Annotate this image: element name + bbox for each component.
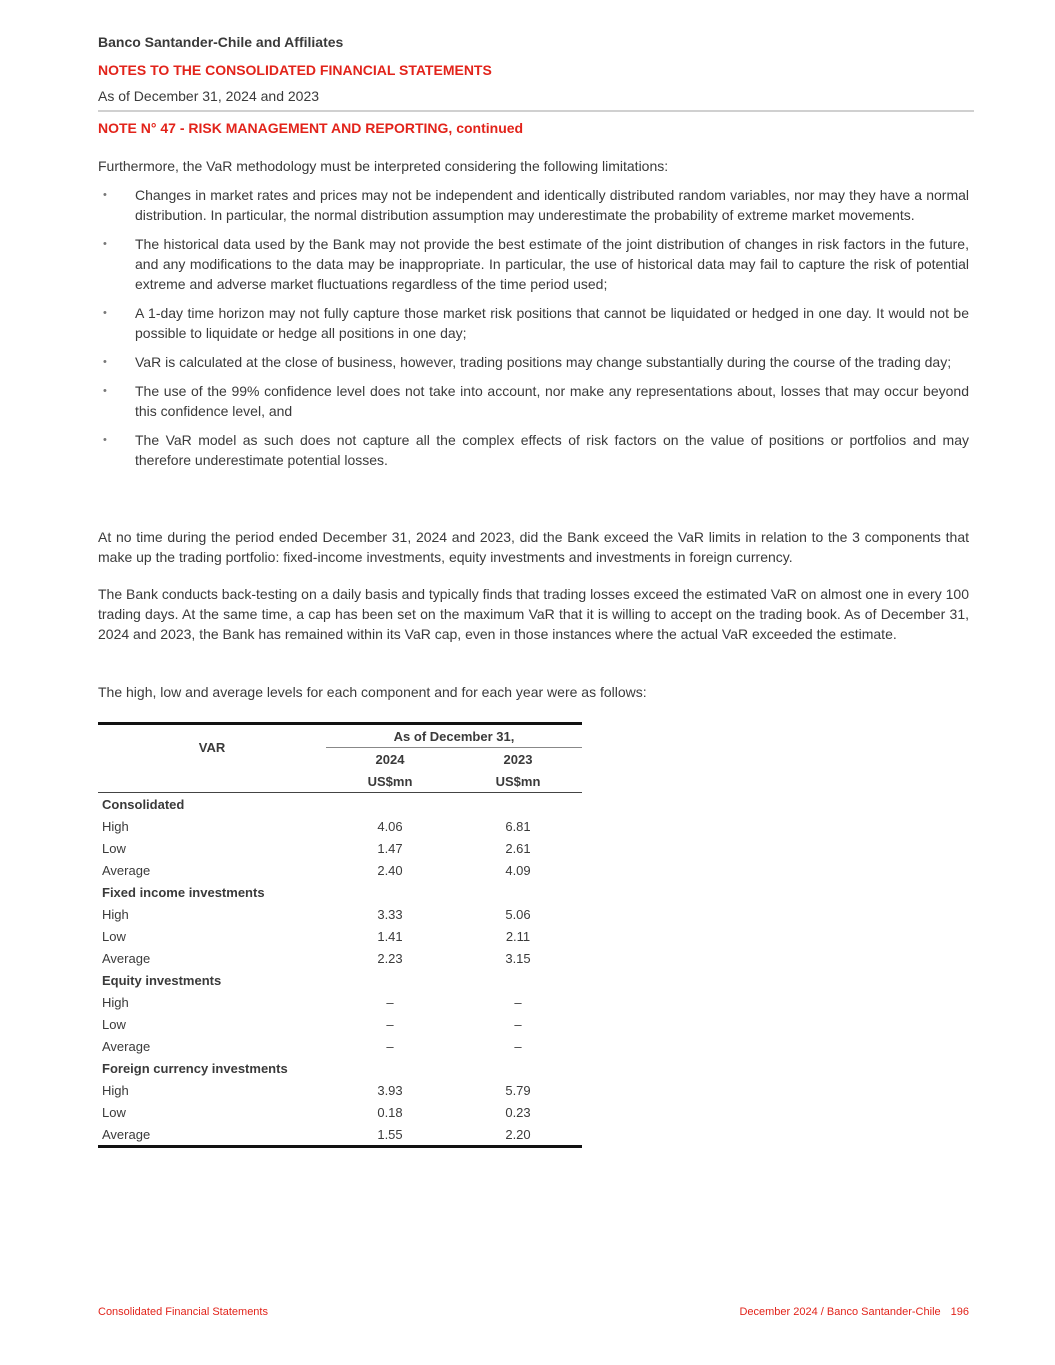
value-2024: –: [386, 1016, 394, 1032]
bullet-icon: •: [103, 307, 107, 319]
list-item: [98, 352, 969, 372]
row-label: Low: [102, 1104, 126, 1120]
value-2023: –: [514, 994, 522, 1010]
value-2024: 3.33: [377, 906, 403, 922]
list-item-text: The use of the 99% confidence level does not take into account, nor make any representations about, losses that may occur beyond this confidence level, and: [135, 383, 969, 419]
table-row: [98, 859, 582, 881]
value-2023: 2.11: [505, 928, 531, 944]
company-name: Banco Santander-Chile and Affiliates: [98, 34, 344, 50]
year-2023-header: 2023: [503, 751, 533, 767]
as-of-header: As of December 31,: [326, 725, 582, 748]
value-2023: 2.20: [454, 1123, 582, 1147]
unit-2024-header: US$mn: [326, 770, 454, 793]
row-label: Low: [102, 1016, 126, 1032]
value-2023: 3.15: [505, 950, 531, 966]
bullet-icon: •: [103, 356, 107, 368]
value-2023: 5.79: [505, 1082, 531, 1098]
list-item-text: Changes in market rates and prices may not be independent and identically distributed random variables, nor may they have a normal distribution. In particular, the normal distribution assumption may underestimate the probability of extreme market movements.: [135, 187, 969, 223]
list-item: [98, 303, 969, 343]
value-2024: 1.47: [377, 840, 403, 856]
table-section-row: [98, 793, 582, 816]
footer-right: [739, 1306, 969, 1318]
value-2023: –: [514, 1038, 522, 1054]
back-testing-paragraph: The Bank conducts back-testing on a daily basis and typically finds that trading losses exceed the estimated VaR on almost one in every 100 trading days. At the same time, a cap has been set on the maximum VaR that it is willing to accept on the trading book. As of December 31, 2024 and 2023, the Bank has remained within its VaR cap, even in those instances where the actual VaR exceeded the estimate.: [98, 586, 969, 642]
value-2023: 0.23: [505, 1104, 531, 1120]
value-2024: 0.18: [377, 1104, 403, 1120]
row-label: Average: [102, 950, 151, 966]
value-2023: 2.61: [505, 840, 531, 856]
row-label: Low: [102, 928, 126, 944]
value-2023: 6.81: [505, 818, 531, 834]
var-limits-paragraph: At no time during the period ended December 31, 2024 and 2023, did the Bank exceed the VaR limits in relation to the 3 components that make up the trading portfolio: fixed-income investments, equity investments and investments in foreign currency.: [98, 529, 969, 565]
page-number: 196: [950, 1306, 969, 1318]
notes-title: NOTES TO THE CONSOLIDATED FINANCIAL STATEMENTS: [98, 62, 492, 78]
bullet-icon: •: [103, 238, 107, 250]
table-row: [98, 1101, 582, 1123]
list-item-text: The historical data used by the Bank may not provide the best estimate of the joint distribution of changes in risk factors in the future, and any modifications to the data may be inappropriate. In particular, the use of historical data may fail to capture the risk of potential extreme and adverse market fluctuations regardless of the time period used;: [135, 236, 969, 292]
table-row: [98, 1123, 582, 1147]
list-item: [98, 381, 969, 421]
table-row: [98, 1079, 582, 1101]
table-row: [98, 991, 582, 1013]
row-label: Average: [102, 862, 151, 878]
bullet-icon: •: [103, 385, 107, 397]
var-table: [98, 722, 582, 1148]
table-row: [98, 903, 582, 925]
table-row: [98, 1035, 582, 1057]
table-row: [98, 925, 582, 947]
row-label: Average: [102, 1038, 151, 1054]
table-section-row: [98, 881, 582, 903]
value-2024: 4.06: [377, 818, 403, 834]
value-2024: 2.40: [377, 862, 403, 878]
table-row: [98, 1013, 582, 1035]
value-2024: –: [386, 1038, 394, 1054]
bullet-icon: •: [103, 434, 107, 446]
table-section-row: [98, 1057, 582, 1079]
value-2024: 3.93: [377, 1082, 403, 1098]
footer-publication: December 2024 / Banco Santander-Chile: [739, 1306, 941, 1318]
section-label: Fixed income investments: [102, 884, 265, 900]
table-row-header: VAR: [198, 740, 226, 755]
limitations-list: [98, 185, 969, 479]
row-label: High: [102, 1082, 129, 1098]
note-title: NOTE N° 47 - RISK MANAGEMENT AND REPORTING, continued: [98, 120, 524, 136]
table-row: [98, 947, 582, 969]
value-2024: 1.41: [377, 928, 403, 944]
row-label: High: [102, 818, 129, 834]
value-2024: 1.55: [326, 1123, 454, 1147]
date-line: As of December 31, 2024 and 2023: [98, 88, 320, 104]
unit-2023-header: US$mn: [454, 770, 582, 793]
value-2023: 4.09: [505, 862, 531, 878]
list-item-text: VaR is calculated at the close of business, however, trading positions may change substantially during the course of the trading day;: [135, 354, 952, 370]
row-label: High: [102, 906, 129, 922]
section-label: Foreign currency investments: [102, 1060, 288, 1076]
footer-left: Consolidated Financial Statements: [98, 1306, 268, 1318]
intro-paragraph: Furthermore, the VaR methodology must be interpreted considering the following limitations:: [98, 158, 669, 174]
section-label: Consolidated: [102, 796, 185, 812]
year-2024-header: 2024: [375, 751, 405, 767]
table-row: [98, 815, 582, 837]
list-item-text: A 1-day time horizon may not fully capture those market risk positions that cannot be liquidated or hedged in one day. It would not be possible to liquidate or hedge all positions in one day;: [135, 305, 969, 341]
section-label: Equity investments: [102, 972, 222, 988]
value-2023: 5.06: [505, 906, 531, 922]
list-item: [98, 430, 969, 470]
list-item: [98, 185, 969, 225]
value-2024: 2.23: [377, 950, 403, 966]
row-label: Low: [102, 840, 126, 856]
table-section-row: [98, 969, 582, 991]
table-row: [98, 837, 582, 859]
value-2024: –: [386, 994, 394, 1010]
value-2023: –: [514, 1016, 522, 1032]
table-intro-paragraph: The high, low and average levels for each component and for each year were as follows:: [98, 684, 647, 700]
row-label: Average: [98, 1123, 326, 1147]
row-label: High: [102, 994, 129, 1010]
bullet-icon: •: [103, 189, 107, 201]
list-item: [98, 234, 969, 294]
list-item-text: The VaR model as such does not capture all the complex effects of risk factors on the value of positions or portfolios and may therefore underestimate potential losses.: [135, 432, 969, 468]
header-divider: [98, 110, 974, 112]
